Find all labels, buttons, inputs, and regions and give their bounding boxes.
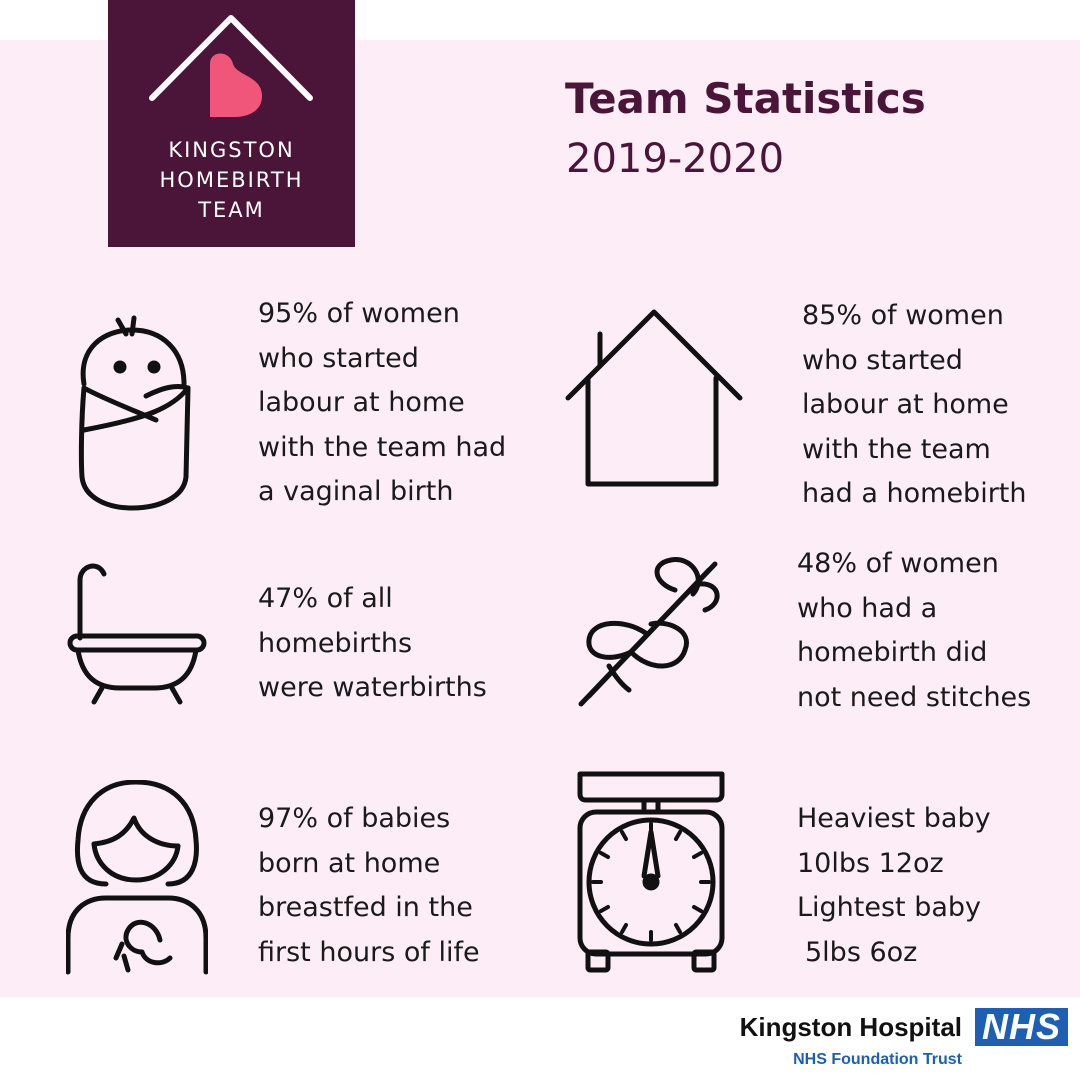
stat-baby-weights xyxy=(797,797,991,975)
stat-line: who started xyxy=(802,344,963,376)
stat-line: first hours of life xyxy=(258,936,480,968)
stat-breastfed xyxy=(258,797,480,975)
stat-line: Lightest baby xyxy=(797,892,982,923)
needle-thread-icon xyxy=(575,554,725,709)
stat-line: labour at home xyxy=(258,387,465,418)
stat-no-stitches xyxy=(797,542,1031,720)
hospital-subname: NHS Foundation Trust xyxy=(793,1051,962,1068)
weighing-scale-icon xyxy=(574,770,728,974)
kingston-homebirth-logo xyxy=(108,0,355,247)
stat-line: labour at home xyxy=(802,389,1009,420)
stat-line: with the team xyxy=(802,433,991,465)
stat-line: 97% of babies xyxy=(258,803,451,834)
stat-line: with the team had xyxy=(258,431,507,463)
stat-line: Heaviest baby xyxy=(797,803,991,834)
stat-waterbirths xyxy=(258,577,487,711)
stat-line: born at home xyxy=(258,847,441,879)
stat-line: 47% of all xyxy=(258,583,393,614)
stat-line: 5lbs 6oz xyxy=(805,936,918,968)
stat-line: breastfed in the xyxy=(258,892,473,923)
breastfeeding-mother-icon xyxy=(66,780,208,976)
stat-line: had a homebirth xyxy=(802,478,1027,509)
house-icon xyxy=(564,308,744,490)
stat-line: who started xyxy=(258,342,419,374)
stat-vaginal-birth xyxy=(258,292,506,515)
stat-line: were waterbirths xyxy=(258,672,487,703)
stat-homebirth xyxy=(802,294,1027,517)
logo-line-2: HOMEBIRTH xyxy=(159,168,304,192)
stat-line: 48% of women xyxy=(797,548,999,579)
logo-line-1: KINGSTON xyxy=(168,138,295,162)
nhs-logo xyxy=(975,1008,1068,1046)
nhs-logo-text: NHS xyxy=(981,1006,1061,1047)
stat-line: a vaginal birth xyxy=(258,476,454,507)
bathtub-icon xyxy=(66,560,208,706)
stat-line: 85% of women xyxy=(802,300,1004,331)
hospital-name: Kingston Hospital xyxy=(739,1012,962,1042)
stat-line: homebirth did xyxy=(797,637,988,668)
swaddled-baby-icon xyxy=(76,312,196,517)
page-title: Team Statistics xyxy=(565,74,926,123)
stat-line: 95% of women xyxy=(258,298,460,329)
stat-line: not need stitches xyxy=(797,681,1032,713)
stat-line: homebirths xyxy=(258,627,413,659)
stat-line: 10lbs 12oz xyxy=(797,847,944,879)
logo-line-3: TEAM xyxy=(198,198,265,222)
stat-line: who had a xyxy=(797,592,938,624)
page-subtitle: 2019-2020 xyxy=(566,136,785,182)
